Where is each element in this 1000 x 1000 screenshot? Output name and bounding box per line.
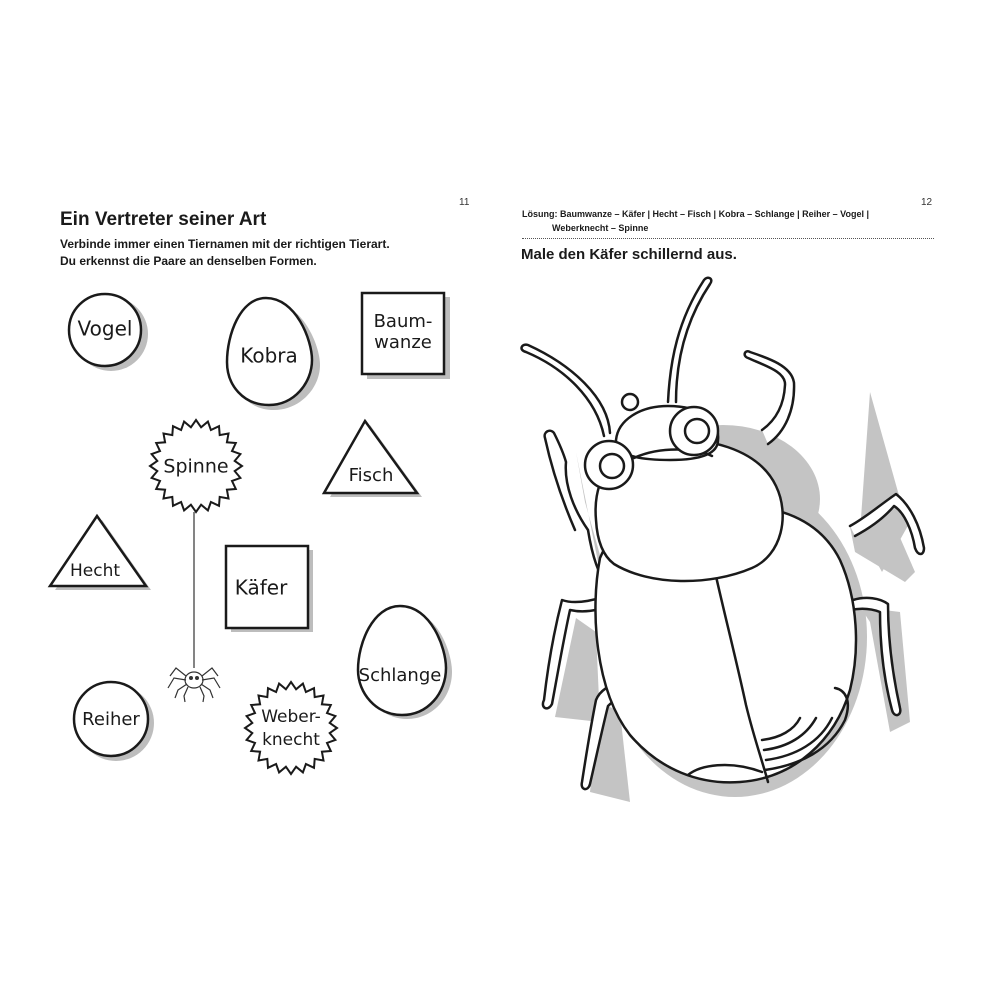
star-shape — [245, 682, 337, 774]
card-label: Weber- — [261, 707, 321, 727]
page-number-left: 11 — [459, 197, 470, 208]
card-label: knecht — [262, 730, 320, 750]
card-kaefer — [226, 546, 308, 628]
card-reiher — [74, 682, 148, 756]
beetle-icon — [500, 0, 1000, 1000]
page-number-right: 12 — [921, 197, 933, 208]
card-label: Käfer — [234, 575, 288, 600]
card-hecht — [50, 516, 146, 586]
card-weberknecht — [245, 682, 337, 774]
card-kobra — [227, 298, 312, 405]
card-label: Baum- — [373, 311, 433, 332]
card-label: Hecht — [69, 561, 121, 581]
instruction-line-2: Du erkennst die Paare an denselben Formen. — [60, 254, 317, 268]
card-spinne — [150, 420, 242, 512]
page-title: Ein Vertreter seiner Art — [60, 209, 267, 230]
right-page — [500, 0, 1000, 1000]
solution-line-1: Lösung: Baumwanze – Käfer | Hecht – Fisch | Kobra – Schlange | Reiher – Vogel | — [522, 209, 869, 219]
card-label: Spinne — [163, 455, 229, 478]
card-vogel — [69, 294, 141, 366]
task-title: Male den Käfer schillernd aus. — [521, 246, 737, 263]
instruction-line-1: Verbinde immer einen Tiernamen mit der richtigen Tierart. — [60, 237, 390, 251]
card-label: wanze — [374, 332, 432, 353]
solution-line-2: Weberknecht – Spinne — [552, 223, 649, 233]
card-schlange — [358, 606, 446, 715]
card-label: Schlange — [358, 665, 442, 686]
card-label: Vogel — [77, 316, 133, 341]
card-label: Fisch — [348, 465, 394, 486]
card-baumwanze — [362, 293, 444, 374]
spider-icon — [168, 512, 220, 702]
card-label: Reiher — [82, 709, 140, 730]
card-fisch — [324, 421, 417, 493]
card-label: Kobra — [240, 343, 298, 368]
